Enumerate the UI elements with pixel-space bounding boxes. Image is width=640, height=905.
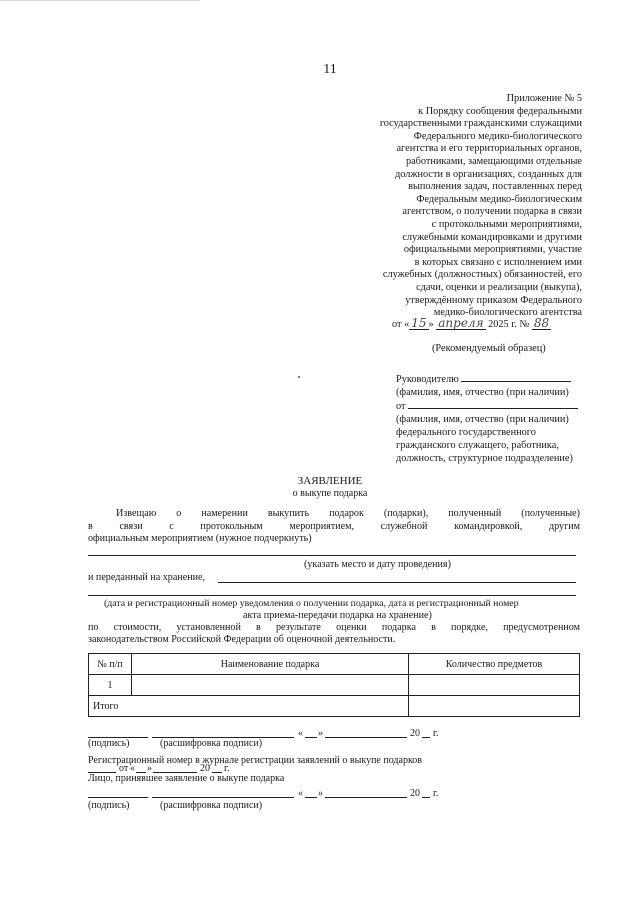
appendix-line: должности в организациях, созданных для [395, 168, 582, 180]
document-subtitle: о выкупе подарка [292, 488, 368, 499]
registration-text: Регистрационный номер в журнале регистрации заявлений о выкупе подарков [88, 755, 423, 766]
appendix-header [340, 93, 582, 320]
appendix-line: Федеральным медико-биологическим [416, 193, 582, 205]
header-cell-name: Наименование подарка [132, 654, 409, 675]
appendix-line: агентством, о получении подарка в связи [402, 206, 582, 218]
handed-label: и переданный на хранение, [88, 572, 205, 583]
decode-label: (расшифровка подписи) [160, 738, 263, 749]
position-note: должность, структурное подразделение) [396, 453, 573, 464]
notice-note: (дата и регистрационный номер уведомления о получении подарка, дата и регистрационный номер [104, 598, 519, 609]
acceptor-date-close: » [318, 788, 323, 799]
scan-speck [298, 376, 300, 378]
registration-date-open: « [130, 763, 135, 774]
date-open-quote: « [298, 728, 303, 739]
order-number-handwritten: 88 [533, 316, 550, 330]
order-prefix: от « [392, 319, 410, 330]
month-field[interactable] [325, 737, 407, 738]
day-field[interactable] [305, 737, 317, 738]
appendix-line: служебными командировками и другими [402, 231, 582, 243]
acceptor-month-field[interactable] [325, 797, 407, 798]
fio-note: (фамилия, имя, отчество (при наличии) [396, 387, 569, 398]
header-cell-number: № п/п [89, 654, 132, 675]
appendix-line: с протокольными мероприятиями, [431, 218, 582, 230]
recommended-sample-note: (Рекомендуемый образец) [432, 343, 546, 354]
row-quantity-cell[interactable] [409, 675, 580, 696]
handed-field[interactable] [218, 582, 576, 583]
order-date-line [392, 318, 551, 330]
registration-year-prefix: 20 [200, 763, 210, 774]
year-suffix: г. [433, 728, 439, 739]
acceptor-signature-label: (подпись) [88, 800, 130, 811]
appendix-line: государственными гражданскими служащими [379, 118, 582, 130]
appendix-line: агентства и его территориальных органов, [396, 143, 582, 155]
appendix-line: к Порядку сообщения федеральными [418, 105, 582, 117]
body-line: по стоимости, установленной в результате оценки подарка в порядке, предусмотренном [88, 622, 580, 633]
to-name-field[interactable] [461, 372, 571, 382]
order-mid: » [428, 319, 434, 330]
acceptor-decode-label: (расшифровка подписи) [160, 800, 263, 811]
from-label: от [396, 401, 406, 412]
row-name-cell[interactable] [132, 675, 409, 696]
acceptor-date-open: « [298, 788, 303, 799]
body-line: официальным мероприятием (нужное подчеркнуть) [88, 533, 312, 544]
position-note: гражданского служащего, работника, [396, 440, 559, 451]
place-date-note: (указать место и дату проведения) [304, 559, 451, 570]
top-edge-line [0, 0, 200, 1]
body-line: в связи с протокольным мероприятием, служебной командировкой, другим [88, 521, 580, 532]
acceptor-day-field[interactable] [305, 797, 317, 798]
gifts-table [88, 653, 580, 717]
appendix-line: работниками, замещающими отдельные [405, 155, 582, 167]
document-title: ЗАЯВЛЕНИЕ [297, 475, 363, 487]
table-total-row [89, 696, 580, 717]
notice-field[interactable] [88, 595, 576, 596]
acceptor-year-suffix: г. [433, 788, 439, 799]
registration-date-close: » [147, 763, 152, 774]
order-day-handwritten: 15 [411, 316, 427, 330]
appendix-line: Приложение № 5 [506, 93, 582, 104]
appendix-line: официальными мероприятиями, участие [403, 244, 582, 256]
appendix-line: служебных (должностных) обязанностей, его [382, 269, 582, 281]
table-header-row [89, 654, 580, 675]
place-date-field[interactable] [88, 555, 576, 556]
acceptor-year-field[interactable] [422, 797, 430, 798]
year-field[interactable] [422, 737, 430, 738]
acceptor-decode-field[interactable] [152, 797, 294, 798]
to-label: Руководителю [396, 374, 459, 385]
order-month-handwritten: апреля [438, 316, 484, 330]
from-name-field[interactable] [408, 399, 578, 409]
row-number-cell: 1 [89, 675, 132, 696]
signature-label: (подпись) [88, 738, 130, 749]
table-row [89, 675, 580, 696]
acceptor-signature-field[interactable] [88, 797, 148, 798]
total-label-cell: Итого [89, 696, 409, 717]
accepted-by-label: Лицо, принявшее заявление о выкупе подарка [88, 773, 285, 784]
registration-from-label: от [119, 763, 129, 774]
notice-note: акта приема-передачи подарка на хранение) [243, 610, 432, 621]
header-cell-quantity: Количество предметов [409, 654, 580, 675]
total-quantity-cell[interactable] [409, 696, 580, 717]
registration-year-suffix: г. [224, 763, 230, 774]
appendix-line: утверждённому приказом Федерального [405, 294, 582, 306]
order-year: 2025 г. № [485, 319, 532, 330]
appendix-line: в которых связано с исполнением ими [414, 256, 582, 268]
acceptor-year-prefix: 20 [410, 788, 420, 799]
appendix-line: Федерального медико-биологического [413, 130, 582, 142]
year-prefix: 20 [410, 728, 420, 739]
fio-note: (фамилия, имя, отчество (при наличии) [396, 414, 569, 425]
position-note: федерального государственного [396, 427, 536, 438]
appendix-line: выполнения задач, поставленных перед [408, 181, 582, 193]
body-line: Извещаю о намерении выкупить подарок (подарки), полученный (полученные) [116, 508, 580, 519]
addressee-block [396, 372, 586, 465]
body-line: законодательством Российской Федерации об оценочной деятельности. [88, 634, 396, 645]
appendix-line: сдачи, оценки и реализации (выкупа), [416, 281, 582, 293]
appendix-line: медико-биологического агентства [433, 307, 582, 319]
date-close-quote: » [318, 728, 323, 739]
page-number: 11 [323, 62, 337, 77]
